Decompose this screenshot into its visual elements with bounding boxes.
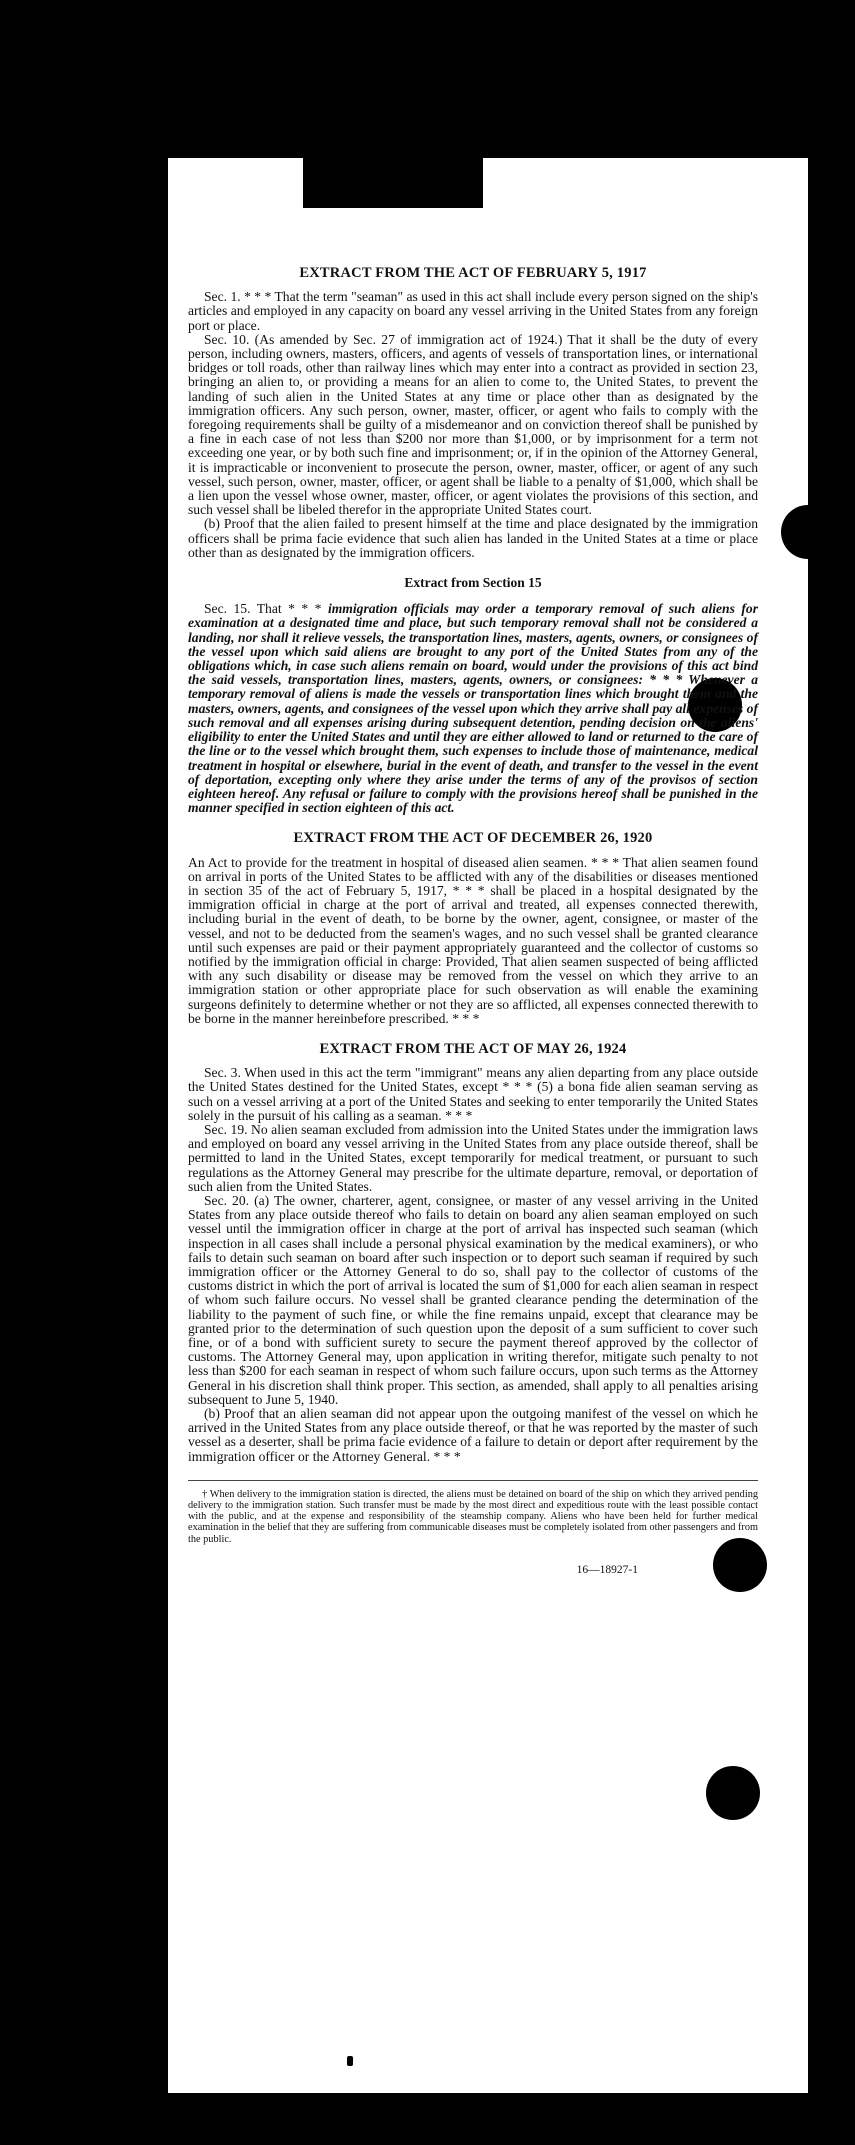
- page-mark: [347, 2056, 353, 2066]
- document-number: 16—18927-1: [576, 1563, 638, 1576]
- section-act-1917: [188, 266, 758, 560]
- punch-hole: [706, 1766, 760, 1820]
- section-extract-15: [188, 576, 758, 815]
- section-paragraph: An Act to provide for the treatment in hospital of diseased alien seamen. * * * That alien seamen found on arrival in ports of the United States to be afflicted with any of the disabilities or diseases mentioned in section 35 of the act of February 5, 1917, * * * shall be placed in a hospital designated by the immigration official in charge at the port of arrival and treated, all expenses connected therewith, including burial in the event of death, to be borne by the owner, agent, consignee, or master of the vessel, and not to be deducted from the seamen's wages, and no such vessel shall be granted clearance until such expenses are paid or their payment appropriately guaranteed and the collector of customs so notified by the immigration official in charge: Provided, That alien seamen suspected of being afflicted with any such disability or disease may be removed from the vessel on which they arrive to an immigration station or other appropriate place for such observation as will enable the examining surgeons definitely to determine whether or not they are so afflicted, all expenses connected therewith to be borne in the manner hereinbefore prescribed. * * *: [188, 854, 758, 1026]
- section-subheading: Extract from Section 15: [404, 575, 542, 591]
- section-paragraph: Sec. 1. * * * That the term "seaman" as used in this act shall include every person signed on the ship's articles and employed in any capacity on board any vessel arriving in the United States from any foreign port or place.: [188, 289, 758, 333]
- section-paragraph: Sec. 3. When used in this act the term "immigrant" means any alien departing from any place outside the United States destined for the United States, except * * * (5) a bona fide alien seaman serving as such on a vessel arriving at a port of the United States and seeking to enter temporarily the United States solely in the pursuit of his calling as a seaman. * * *: [188, 1065, 758, 1123]
- section-heading: EXTRACT FROM THE ACT OF MAY 26, 1924: [319, 1040, 627, 1057]
- punch-hole: [781, 505, 835, 559]
- footnote: † When delivery to the immigration station is directed, the aliens must be detained on board of the ship on which they arrived pending delivery to the immigration station. Such transfer must be made by the most direct and expeditious route with the least possible contact with the public, and at the expense and responsibility of the steamship company. Aliens who have been held for further medical examination in the belief that they are suffering from communicable diseases must be completely isolated from other passengers and from the public.: [188, 1480, 758, 1545]
- section-paragraph: (b) Proof that the alien failed to present himself at the time and place designated by the immigration officers shall be prima facie evidence that such alien has landed in the United States at a time or place other than as designated by the immigration officers.: [188, 516, 758, 560]
- section-heading: EXTRACT FROM THE ACT OF FEBRUARY 5, 1917: [299, 265, 647, 281]
- paragraph-italic-text: immigration officials may order a temporary removal of such aliens for examination at a designated time and place, but such temporary removal shall not be considered a landing, nor shall it relieve vessels, the transportation lines, masters, agents, owners, or consignees of the vessel upon which said aliens are brought to any port of the United States from any of the obligations which, in case such aliens remain on board, would under the provisions of this act bind the said vessels, transportation lines, masters, agents, owners, or consignees: * * * Whenever a temporary removal of aliens is made the vessels or transportation lines which brought them and the masters, owners, agents, and consignees of the vessel upon which they arrive shall pay all expenses of such removal and all expenses arising during subsequent detention, pending decision on the aliens' eligibility to enter the United States and until they are either allowed to land or returned to the care of the line or to the vessel which brought them, such expenses to include those of maintenance, medical treatment in hospital or elsewhere, burial in the event of death, and transfer to the vessel in the event of deportation, excepting only where they arise under the terms of any of the provisos of section eighteen hereof. Any refusal or failure to comply with the provisions hereof shall be punished in the manner specified in section eighteen of this act.: [188, 601, 758, 816]
- section-heading: EXTRACT FROM THE ACT OF DECEMBER 26, 1920: [293, 830, 653, 847]
- paragraph-lead: Sec. 15. That * * *: [204, 601, 322, 617]
- section-paragraph: (b) Proof that an alien seaman did not appear upon the outgoing manifest of the vessel on which he arrived in the United States from any place outside thereof, or that he was reported by the master of such vessel as a deserter, shall be prima facie evidence of a failure to detain or deport after requirement by the immigration officer or the Attorney General. * * *: [188, 1406, 758, 1464]
- section-paragraph: Sec. 10. (As amended by Sec. 27 of immigration act of 1924.) That it shall be the duty of every person, including owners, masters, officers, and agents of vessels of transportation lines, or international bridges or toll roads, other than railway lines which may enter into a contract as provided in section 23, bringing an alien to, or providing a means for an alien to come to, the United States, to prevent the landing of such alien in the United States at any time or place other than as designated by the immigration officers. Any such person, owner, master, officer, or agent who fails to comply with the foregoing requirements shall be guilty of a misdemeanor and on conviction thereof shall be punished by a fine in each case of not less than $200 nor more than $1,000, or by imprisonment for a term not exceeding one year, or by both such fine and imprisonment; or, if in the opinion of the Attorney General, it is impracticable or inconvenient to prosecute the person, owner, master, officer, or agent of any such vessel, such person, owner, master, officer, or agent shall be liable to a penalty of $1,000, which shall be a lien upon the vessel whose owner, master, officer, or agent violates the provisions of this section, and such vessel shall be libeled therefor in the appropriate United States court.: [188, 331, 758, 518]
- page-top-tab: [303, 158, 483, 208]
- section-paragraph: [188, 602, 758, 815]
- document-content: [188, 266, 758, 1577]
- section-act-1924: [188, 1042, 758, 1464]
- section-paragraph: Sec. 20. (a) The owner, charterer, agent, consignee, or master of any vessel arriving in the United States from any place outside thereof who fails to detain on board any alien seaman employed on such vessel until the immigration officer in charge at the port of arrival has inspected such seaman (which inspection in all cases shall include a personal physical examination by the medical examiners), or who fails to detain such seaman on board after such inspection or to deport such seaman if required by such immigration officer or the Attorney General to do so, shall pay to the collector of customs of the customs district in which the port of arrival is located the sum of $1,000 for each alien seaman in respect of whom such failure occurs. No vessel shall be granted clearance pending the determination of the liability to the payment of such fine, or while the fine remains unpaid, except that clearance may be granted prior to the determination of such question upon the deposit of a sum sufficient to cover such fine, or of a bond with sufficient surety to secure the payment thereof approved by the collector of customs. The Attorney General may, upon application in writing therefor, mitigate such penalty to not less than $200 for each seaman in respect of whom such failure occurs, upon such terms as the Attorney General in his discretion shall think proper. This section, as amended, shall apply to all penalties arising subsequent to June 5, 1940.: [188, 1192, 758, 1407]
- section-paragraph: Sec. 19. No alien seaman excluded from admission into the United States under the immigration laws and employed on board any vessel arriving in the United States from any place outside thereof, shall be permitted to land in the United States, except temporarily for medical treatment, or pursuant to such regulations as the Attorney General may prescribe for the ultimate departure, removal, or deportation of such alien from the United States.: [188, 1121, 758, 1194]
- section-act-1920: [188, 831, 758, 1026]
